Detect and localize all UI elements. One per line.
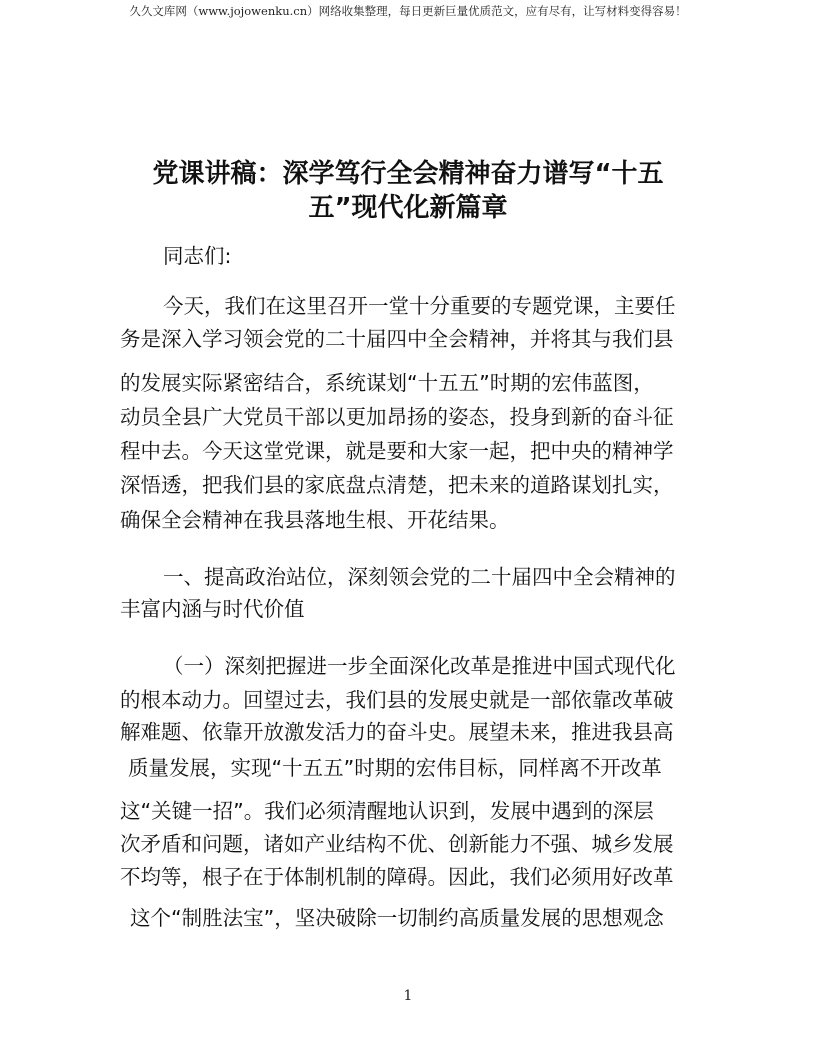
paragraph-line: 动员全县广大党员干部以更加昂扬的姿态，投身到新的奋斗征 bbox=[120, 405, 674, 429]
paragraph-line: 确保全会精神在我县落地生根、开花结果。 bbox=[120, 508, 510, 532]
paragraph-line: 今天，我们在这里召开一堂十分重要的专题党课，主要任 bbox=[163, 294, 676, 318]
paragraph-line: 的发展实际紧密结合，系统谋划“十五五”时期的宏伟蓝图， bbox=[120, 371, 654, 395]
section-heading: 丰富内涵与时代价值 bbox=[120, 597, 305, 621]
paragraph-line: 深悟透，把我们县的家底盘点清楚，把未来的道路谋划扎实， bbox=[120, 473, 674, 497]
watermark-header: 久久文库网（www.jojowenku.cn）网络收集整理，每日更新巨量优质范文，应有尽有，让写材料变得容易！ bbox=[129, 4, 687, 18]
paragraph-line: 质量发展，实现“十五五”时期的宏伟目标，同样离不开改革 bbox=[128, 756, 662, 780]
paragraph-line: 这“关键一招”。我们必须清醒地认识到，发展中遇到的深层 bbox=[120, 799, 654, 823]
paragraph-line: （一）深刻把握进一步全面深化改革是推进中国式现代化 bbox=[163, 654, 676, 678]
section-heading: 一、提高政治站位，深刻领会党的二十届四中全会精神的 bbox=[163, 565, 676, 589]
page-number: 1 bbox=[403, 988, 413, 1004]
paragraph-line: 务是深入学习领会党的二十届四中全会精神，并将其与我们县 bbox=[120, 327, 674, 351]
paragraph-line: 这个“制胜法宝”，坚决破除一切制约高质量发展的思想观念 bbox=[130, 906, 664, 930]
document-title-line-1: 党课讲稿：深学笃行全会精神奋力谱写“十五 bbox=[152, 159, 664, 189]
document-title-line-2: 五”现代化新篇章 bbox=[308, 193, 508, 223]
paragraph-line: 不均等，根子在于体制机制的障碍。因此，我们必须用好改革 bbox=[120, 865, 674, 889]
paragraph-line: 的根本动力。回望过去，我们县的发展史就是一部依靠改革破 bbox=[120, 688, 674, 712]
paragraph-line: 次矛盾和问题，诸如产业结构不优、创新能力不强、城乡发展 bbox=[120, 832, 674, 856]
paragraph-line: 程中去。今天这堂党课，就是要和大家一起，把中央的精神学 bbox=[120, 439, 674, 463]
paragraph-line: 解难题、依靠开放激发活力的奋斗史。展望未来，推进我县高 bbox=[120, 720, 674, 744]
greeting: 同志们: bbox=[163, 244, 232, 268]
